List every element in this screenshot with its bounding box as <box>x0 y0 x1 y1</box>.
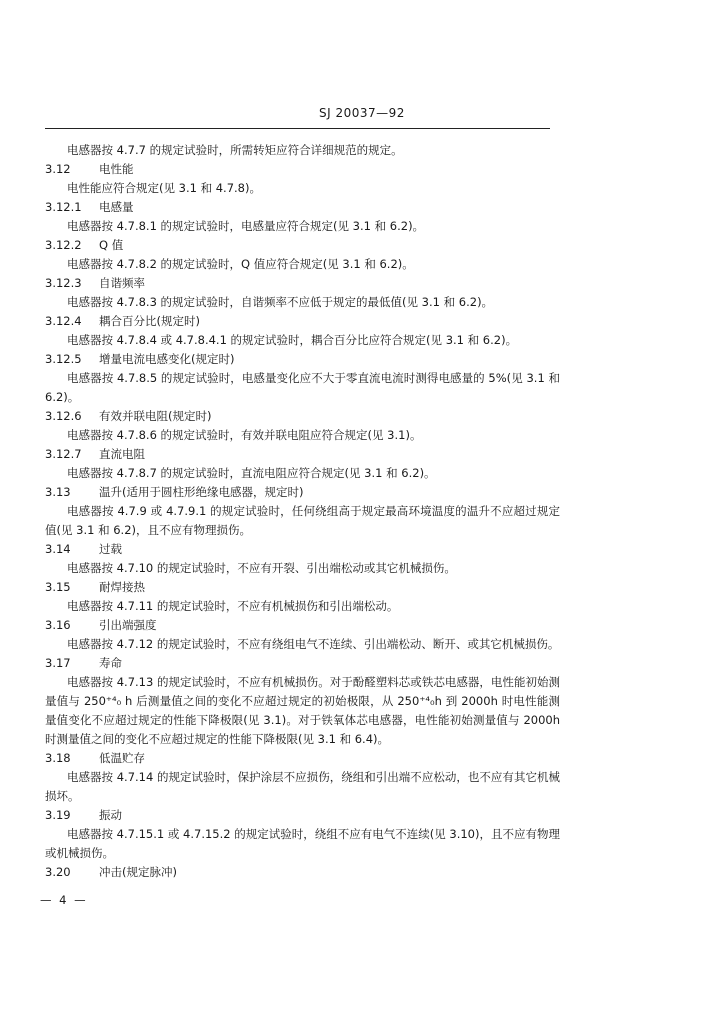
section-title: 过载 <box>99 542 122 556</box>
section-heading <box>45 616 560 635</box>
paragraph-text: 电感器按 4.7.8.7 的规定试验时，直流电阻应符合规定(见 3.1 和 6.2)。 <box>67 466 436 480</box>
section-heading <box>45 483 560 502</box>
section-number: 3.12.1 <box>45 200 82 214</box>
section-number: 3.19 <box>45 808 71 822</box>
section-heading <box>45 274 560 293</box>
section-number: 3.17 <box>45 656 71 670</box>
paragraph-text: 电感器按 4.7.8.5 的规定试验时，电感量变化应不大于零直流电流时测得电感量的 5%(见 3.1 和 6.2)。 <box>45 371 560 404</box>
section-heading <box>45 749 560 768</box>
header-rule <box>45 128 550 129</box>
section-heading <box>45 654 560 673</box>
section-title: 增量电流电感变化(规定时) <box>99 352 235 366</box>
section-title: 有效并联电阻(规定时) <box>99 409 212 423</box>
section-title: Q 值 <box>99 238 124 252</box>
section-title: 电感量 <box>99 200 134 214</box>
section-heading <box>45 578 560 597</box>
paragraph-text: 电感器按 4.7.13 的规定试验时，不应有机械损伤。对于酚醛塑料芯或铁芯电感器，电性能初始测量值与 250⁺⁴₀ h 后测量值之间的变化不应超过规定的初始极限，从 250⁺⁴₀h 到 2000h 时电性能测量值变化不应超过规定的性能下降极限(见 3.1)。对于铁氧体芯电感器，电性能初始测量值与 2000h 时测量值之间的变化不应超过规定的性能下降极限(见 3.1 和 6.4)。 <box>45 675 560 746</box>
paragraph-text: 电感器按 4.7.8.3 的规定试验时，自谐频率不应低于规定的最低值(见 3.1 和 6.2)。 <box>67 295 494 309</box>
section-heading <box>45 198 560 217</box>
section-number: 3.16 <box>45 618 71 632</box>
section-title: 冲击(规定脉冲) <box>99 865 177 879</box>
section-title: 引出端强度 <box>99 618 157 632</box>
section-heading <box>45 407 560 426</box>
section-title: 振动 <box>99 808 122 822</box>
section-title: 耐焊接热 <box>99 580 145 594</box>
document-body <box>45 141 560 882</box>
section-heading <box>45 806 560 825</box>
section-number: 3.12.7 <box>45 447 82 461</box>
section-title: 自谐频率 <box>99 276 145 290</box>
section-number: 3.13 <box>45 485 71 499</box>
section-title: 低温贮存 <box>99 751 145 765</box>
paragraph-text: 电感器按 4.7.8.2 的规定试验时，Q 值应符合规定(见 3.1 和 6.2)。 <box>67 257 414 271</box>
section-number: 3.12.6 <box>45 409 82 423</box>
section-title: 直流电阻 <box>99 447 145 461</box>
paragraph-text: 电性能应符合规定(见 3.1 和 4.7.8)。 <box>67 181 261 195</box>
section-number: 3.14 <box>45 542 71 556</box>
section-heading <box>45 312 560 331</box>
section-number: 3.12.2 <box>45 238 82 252</box>
section-number: 3.12.3 <box>45 276 82 290</box>
section-title: 电性能 <box>99 162 134 176</box>
section-number: 3.18 <box>45 751 71 765</box>
section-title: 温升(适用于圆柱形绝缘电感器，规定时) <box>99 485 304 499</box>
section-number: 3.12 <box>45 162 71 176</box>
paragraph-text: 电感器按 4.7.8.1 的规定试验时，电感量应符合规定(见 3.1 和 6.2)。 <box>67 219 425 233</box>
section-heading <box>45 160 560 179</box>
paragraph-text: 电感器按 4.7.9 或 4.7.9.1 的规定试验时，任何绕组高于规定最高环境温度的温升不应超过规定值(见 3.1 和 6.2)，且不应有物理损伤。 <box>45 504 560 537</box>
section-heading <box>45 540 560 559</box>
paragraph-text: 电感器按 4.7.10 的规定试验时，不应有开裂、引出端松动或其它机械损伤。 <box>67 561 456 575</box>
paragraph-text: 电感器按 4.7.11 的规定试验时，不应有机械损伤和引出端松动。 <box>67 599 399 613</box>
section-heading <box>45 236 560 255</box>
standard-code-header: SJ 20037—92 <box>319 106 405 120</box>
section-heading <box>45 350 560 369</box>
section-number: 3.20 <box>45 865 71 879</box>
section-title: 耦合百分比(规定时) <box>99 314 200 328</box>
paragraph-text: 电感器按 4.7.8.4 或 4.7.8.4.1 的规定试验时，耦合百分比应符合规定(见 3.1 和 6.2)。 <box>67 333 518 347</box>
section-number: 3.12.5 <box>45 352 82 366</box>
paragraph-text: 电感器按 4.7.14 的规定试验时，保护涂层不应损伤，绕组和引出端不应松动，也不应有其它机械损坏。 <box>45 770 560 803</box>
paragraph-text: 电感器按 4.7.7 的规定试验时，所需转矩应符合详细规范的规定。 <box>67 143 403 157</box>
section-heading <box>45 445 560 464</box>
section-title: 寿命 <box>99 656 122 670</box>
section-number: 3.15 <box>45 580 71 594</box>
paragraph-text: 电感器按 4.7.12 的规定试验时，不应有绕组电气不连续、引出端松动、断开、或其它机械损伤。 <box>67 637 560 651</box>
page-number: — 4 — <box>40 893 88 907</box>
section-number: 3.12.4 <box>45 314 82 328</box>
section-heading <box>45 863 560 882</box>
paragraph-text: 电感器按 4.7.15.1 或 4.7.15.2 的规定试验时，绕组不应有电气不连续(见 3.10)，且不应有物理或机械损伤。 <box>45 827 560 860</box>
paragraph-text: 电感器按 4.7.8.6 的规定试验时，有效并联电阻应符合规定(见 3.1)。 <box>67 428 422 442</box>
